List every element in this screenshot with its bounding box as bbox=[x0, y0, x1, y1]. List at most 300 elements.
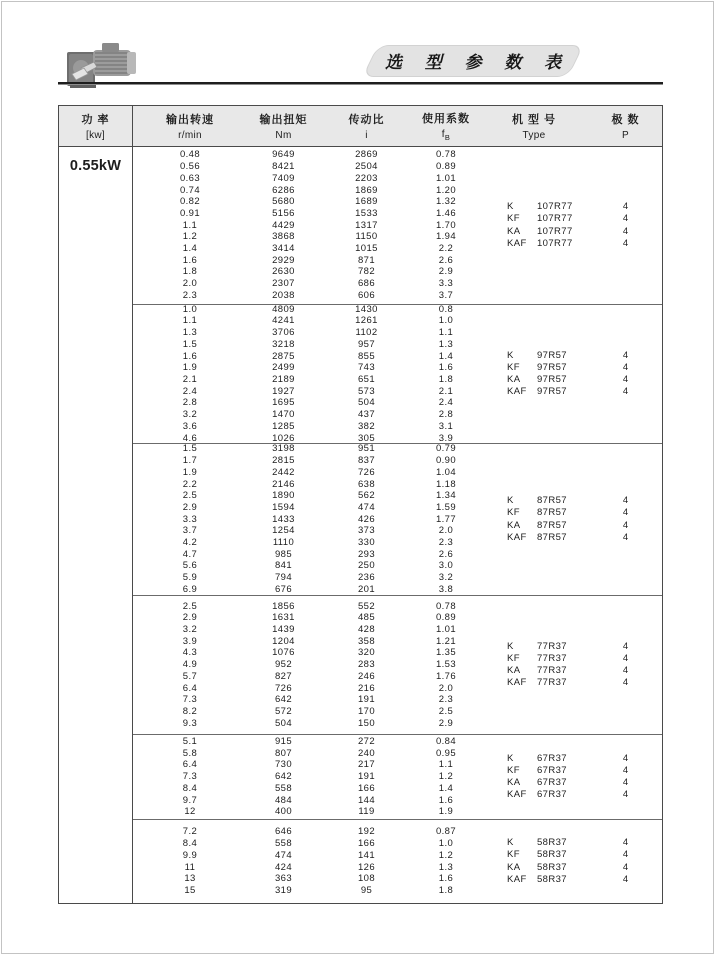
factor-value: 2.9 bbox=[438, 266, 454, 278]
torque-value: 400 bbox=[274, 806, 293, 818]
torque-value: 4809 bbox=[272, 303, 295, 315]
factor-value: 3.0 bbox=[438, 560, 454, 572]
model-designation bbox=[479, 874, 589, 886]
torque-value: 4429 bbox=[272, 219, 295, 231]
header-output-torque bbox=[247, 106, 320, 146]
ratio-value: 166 bbox=[357, 838, 376, 850]
torque-value: 1856 bbox=[272, 600, 295, 612]
speed-value: 0.63 bbox=[179, 172, 201, 184]
model-prefix: KA bbox=[507, 374, 521, 385]
torque-value: 572 bbox=[274, 705, 293, 717]
poles-value: 4 bbox=[622, 752, 629, 764]
factor-column bbox=[413, 305, 479, 443]
model-size-code: 77R37 bbox=[537, 677, 567, 689]
poles-value: 4 bbox=[622, 507, 629, 519]
ratio-column bbox=[320, 596, 413, 734]
header-speed-unit: r/min bbox=[178, 130, 202, 141]
torque-value: 841 bbox=[274, 560, 293, 572]
header-rule bbox=[58, 82, 663, 85]
ratio-column bbox=[320, 444, 413, 595]
speed-value: 4.6 bbox=[182, 432, 198, 444]
header-poles-cn: 极 数 bbox=[611, 114, 640, 126]
table-section-5 bbox=[133, 735, 662, 820]
speed-value: 1.0 bbox=[182, 303, 198, 315]
model-designation bbox=[479, 350, 589, 362]
model-prefix: KA bbox=[507, 665, 521, 676]
model-size-code: 67R37 bbox=[537, 777, 567, 788]
speed-value: 1.9 bbox=[182, 362, 198, 374]
factor-value: 1.21 bbox=[435, 635, 457, 647]
poles-value: 4 bbox=[622, 531, 629, 543]
speed-value: 2.4 bbox=[182, 385, 198, 397]
speed-value: 1.6 bbox=[182, 254, 198, 266]
factor-value: 1.53 bbox=[435, 659, 457, 671]
factor-value: 3.2 bbox=[438, 572, 454, 584]
model-prefix: KF bbox=[507, 507, 520, 519]
model-prefix: K bbox=[507, 495, 514, 507]
factor-value: 2.4 bbox=[438, 397, 454, 409]
torque-value: 1254 bbox=[272, 525, 295, 537]
factor-value: 1.0 bbox=[438, 838, 454, 850]
factor-value: 0.78 bbox=[435, 149, 457, 161]
table-section-1 bbox=[133, 147, 662, 305]
model-size-code: 107R77 bbox=[537, 225, 573, 237]
ratio-value: 951 bbox=[357, 443, 376, 455]
poles-value: 4 bbox=[622, 225, 629, 237]
speed-column bbox=[133, 444, 247, 595]
speed-value: 1.5 bbox=[182, 443, 198, 455]
model-prefix: K bbox=[507, 201, 514, 213]
speed-value: 2.1 bbox=[182, 374, 198, 385]
ratio-value: 871 bbox=[357, 254, 376, 266]
torque-value: 3706 bbox=[272, 327, 295, 339]
torque-value: 504 bbox=[274, 717, 293, 729]
factor-value: 2.0 bbox=[438, 525, 454, 537]
factor-value: 1.8 bbox=[438, 374, 454, 385]
speed-value: 6.9 bbox=[182, 583, 198, 595]
poles-value: 4 bbox=[622, 789, 629, 801]
torque-value: 5680 bbox=[272, 196, 295, 208]
ratio-value: 330 bbox=[357, 537, 376, 549]
ratio-value: 108 bbox=[357, 873, 376, 885]
speed-value: 1.4 bbox=[182, 243, 198, 255]
header-ratio bbox=[320, 106, 413, 146]
torque-value: 6286 bbox=[272, 184, 295, 196]
header-power-unit: [kw] bbox=[86, 130, 105, 141]
header-output-speed bbox=[133, 106, 247, 146]
model-size-code: 67R37 bbox=[537, 764, 567, 776]
ratio-value: 837 bbox=[357, 455, 376, 467]
header-ratio-unit: i bbox=[365, 130, 368, 141]
power-rating: 0.55kW bbox=[69, 158, 122, 174]
ratio-value: 217 bbox=[357, 759, 376, 771]
factor-column bbox=[413, 820, 479, 903]
torque-value: 2307 bbox=[272, 278, 295, 290]
torque-value: 1026 bbox=[272, 432, 295, 444]
ratio-value: 192 bbox=[357, 826, 376, 838]
ratio-value: 236 bbox=[357, 572, 376, 584]
model-designation bbox=[479, 520, 589, 532]
speed-value: 2.3 bbox=[182, 289, 198, 301]
ratio-value: 782 bbox=[357, 266, 376, 278]
model-designation bbox=[479, 665, 589, 677]
ratio-value: 166 bbox=[357, 782, 376, 794]
torque-value: 474 bbox=[274, 849, 293, 861]
poles-value: 4 bbox=[622, 652, 629, 664]
poles-column bbox=[589, 147, 662, 304]
factor-column bbox=[413, 147, 479, 304]
model-size-code: 58R37 bbox=[537, 861, 567, 873]
model-designation bbox=[479, 507, 589, 519]
poles-column bbox=[589, 735, 662, 819]
ratio-value: 382 bbox=[357, 420, 376, 432]
ratio-value: 126 bbox=[357, 861, 376, 873]
speed-value: 7.2 bbox=[182, 826, 198, 838]
speed-column bbox=[133, 147, 247, 304]
poles-value: 4 bbox=[622, 849, 629, 861]
poles-value: 4 bbox=[622, 495, 629, 507]
model-size-code: 87R57 bbox=[537, 519, 567, 531]
speed-value: 2.2 bbox=[182, 478, 198, 490]
torque-value: 2499 bbox=[272, 362, 295, 374]
speed-value: 0.56 bbox=[179, 161, 201, 173]
model-prefix: KA bbox=[507, 861, 521, 873]
model-prefix: KAF bbox=[507, 386, 527, 398]
speed-value: 7.3 bbox=[182, 694, 198, 706]
factor-column bbox=[413, 735, 479, 819]
header-power-cn: 功 率 bbox=[81, 114, 110, 126]
factor-value: 2.0 bbox=[438, 682, 454, 694]
header-poles-unit: P bbox=[622, 130, 629, 141]
torque-value: 794 bbox=[274, 572, 293, 584]
poles-value: 4 bbox=[622, 386, 629, 398]
ratio-value: 474 bbox=[357, 501, 376, 513]
torque-value: 730 bbox=[274, 759, 293, 771]
factor-value: 1.32 bbox=[435, 196, 457, 208]
speed-value: 2.5 bbox=[182, 600, 198, 612]
factor-value: 1.77 bbox=[435, 513, 457, 525]
factor-value: 1.34 bbox=[435, 490, 457, 502]
speed-value: 1.3 bbox=[182, 327, 198, 339]
ratio-value: 216 bbox=[357, 682, 376, 694]
poles-column bbox=[589, 444, 662, 595]
torque-value: 1631 bbox=[272, 612, 295, 624]
header-torque-cn: 输出扭矩 bbox=[259, 114, 308, 126]
model-column bbox=[479, 444, 589, 595]
factor-value: 3.7 bbox=[438, 289, 454, 301]
factor-value: 0.89 bbox=[435, 161, 457, 173]
poles-value: 4 bbox=[622, 640, 629, 652]
speed-value: 6.4 bbox=[182, 759, 198, 771]
factor-value: 0.84 bbox=[435, 736, 457, 748]
factor-value: 1.4 bbox=[438, 350, 454, 362]
factor-value: 1.6 bbox=[438, 873, 454, 885]
ratio-value: 150 bbox=[357, 717, 376, 729]
catalog-page bbox=[1, 1, 714, 954]
speed-value: 1.1 bbox=[182, 219, 198, 231]
model-column bbox=[479, 305, 589, 443]
speed-value: 2.9 bbox=[182, 501, 198, 513]
factor-column bbox=[413, 444, 479, 595]
factor-value: 2.3 bbox=[438, 694, 454, 706]
ratio-value: 250 bbox=[357, 560, 376, 572]
ratio-value: 283 bbox=[357, 659, 376, 671]
poles-value: 4 bbox=[622, 764, 629, 776]
header-factor-unit: $f_B$ bbox=[441, 129, 451, 142]
torque-value: 1594 bbox=[272, 501, 295, 513]
factor-value: 1.8 bbox=[438, 884, 454, 896]
speed-value: 3.9 bbox=[182, 635, 198, 647]
ratio-column bbox=[320, 735, 413, 819]
poles-column bbox=[589, 596, 662, 734]
speed-value: 1.7 bbox=[182, 455, 198, 467]
ratio-value: 426 bbox=[357, 513, 376, 525]
factor-value: 2.5 bbox=[438, 705, 454, 717]
speed-value: 2.0 bbox=[182, 278, 198, 290]
model-column bbox=[479, 820, 589, 903]
model-prefix: KA bbox=[507, 225, 521, 237]
torque-value: 2189 bbox=[272, 374, 295, 385]
header-type-unit: Type bbox=[522, 130, 546, 141]
speed-value: 5.1 bbox=[182, 736, 198, 748]
factor-value: 1.1 bbox=[438, 759, 454, 771]
ratio-value: 272 bbox=[357, 736, 376, 748]
model-designation bbox=[479, 201, 589, 213]
speed-value: 3.6 bbox=[182, 420, 198, 432]
torque-value: 424 bbox=[274, 861, 293, 873]
factor-value: 0.90 bbox=[435, 455, 457, 467]
speed-value: 9.7 bbox=[182, 794, 198, 806]
model-size-code: 58R37 bbox=[537, 849, 567, 861]
ratio-value: 743 bbox=[357, 362, 376, 374]
model-prefix: KF bbox=[507, 213, 520, 225]
speed-column bbox=[133, 305, 247, 443]
torque-value: 8421 bbox=[272, 161, 295, 173]
torque-column bbox=[247, 147, 320, 304]
model-designation bbox=[479, 374, 589, 386]
speed-value: 1.1 bbox=[182, 315, 198, 327]
ratio-value: 573 bbox=[357, 385, 376, 397]
factor-value: 2.2 bbox=[438, 243, 454, 255]
model-size-code: 87R57 bbox=[537, 531, 567, 543]
speed-value: 1.2 bbox=[182, 231, 198, 243]
model-prefix: KAF bbox=[507, 677, 527, 689]
speed-value: 6.4 bbox=[182, 682, 198, 694]
model-designation bbox=[479, 789, 589, 801]
speed-value: 15 bbox=[184, 884, 196, 896]
torque-value: 1927 bbox=[272, 385, 295, 397]
model-designation bbox=[479, 862, 589, 874]
model-size-code: 58R37 bbox=[537, 873, 567, 885]
ratio-value: 191 bbox=[357, 694, 376, 706]
factor-value: 1.9 bbox=[438, 806, 454, 818]
torque-value: 3218 bbox=[272, 338, 295, 350]
model-designation bbox=[479, 213, 589, 225]
model-size-code: 77R37 bbox=[537, 640, 567, 652]
speed-value: 8.2 bbox=[182, 705, 198, 717]
selection-parameter-table bbox=[58, 105, 663, 904]
ratio-value: 95 bbox=[360, 884, 373, 896]
ratio-value: 240 bbox=[357, 747, 376, 759]
power-column bbox=[59, 147, 133, 903]
factor-value: 1.0 bbox=[438, 315, 454, 327]
ratio-value: 726 bbox=[357, 466, 376, 478]
speed-value: 9.9 bbox=[182, 849, 198, 861]
ratio-value: 320 bbox=[357, 647, 376, 659]
page-title: 选 型 参 数 表 bbox=[385, 53, 570, 72]
torque-value: 1204 bbox=[272, 635, 295, 647]
torque-value: 952 bbox=[274, 659, 293, 671]
table-header-row bbox=[59, 106, 662, 147]
factor-value: 1.94 bbox=[435, 231, 457, 243]
model-designation bbox=[479, 386, 589, 398]
torque-column bbox=[247, 820, 320, 903]
factor-value: 1.4 bbox=[438, 782, 454, 794]
model-designation bbox=[479, 495, 589, 507]
model-size-code: 77R37 bbox=[537, 665, 567, 676]
model-size-code: 67R37 bbox=[537, 789, 567, 801]
ratio-value: 1533 bbox=[355, 207, 378, 219]
factor-value: 1.01 bbox=[435, 172, 457, 184]
factor-value: 0.95 bbox=[435, 747, 457, 759]
torque-value: 2038 bbox=[272, 289, 295, 301]
speed-value: 4.7 bbox=[182, 548, 198, 560]
model-designation bbox=[479, 753, 589, 765]
speed-value: 1.5 bbox=[182, 338, 198, 350]
ratio-value: 437 bbox=[357, 409, 376, 421]
torque-value: 1890 bbox=[272, 490, 295, 502]
factor-value: 2.6 bbox=[438, 548, 454, 560]
speed-value: 1.8 bbox=[182, 266, 198, 278]
model-designation bbox=[479, 532, 589, 544]
poles-value: 4 bbox=[622, 677, 629, 689]
ratio-value: 1150 bbox=[355, 231, 378, 243]
ratio-value: 2504 bbox=[355, 161, 378, 173]
model-prefix: KF bbox=[507, 849, 520, 861]
speed-value: 2.8 bbox=[182, 397, 198, 409]
poles-column bbox=[589, 820, 662, 903]
factor-value: 1.59 bbox=[435, 501, 457, 513]
poles-value: 4 bbox=[622, 837, 629, 849]
model-prefix: KAF bbox=[507, 237, 527, 249]
model-size-code: 58R37 bbox=[537, 837, 567, 849]
poles-value: 4 bbox=[622, 873, 629, 885]
torque-value: 558 bbox=[274, 838, 293, 850]
torque-column bbox=[247, 735, 320, 819]
torque-value: 1076 bbox=[272, 647, 295, 659]
header-torque-unit: Nm bbox=[275, 130, 292, 141]
speed-value: 1.9 bbox=[182, 466, 198, 478]
model-designation bbox=[479, 362, 589, 374]
header-model-type bbox=[479, 106, 589, 146]
model-size-code: 97R57 bbox=[537, 374, 567, 385]
ratio-value: 170 bbox=[357, 705, 376, 717]
ratio-value: 293 bbox=[357, 548, 376, 560]
poles-column bbox=[589, 305, 662, 443]
speed-value: 3.7 bbox=[182, 525, 198, 537]
speed-value: 2.5 bbox=[182, 490, 198, 502]
header-ratio-cn: 传动比 bbox=[348, 114, 385, 126]
ratio-value: 428 bbox=[357, 624, 376, 636]
speed-value: 4.2 bbox=[182, 537, 198, 549]
ratio-value: 606 bbox=[357, 289, 376, 301]
factor-value: 2.9 bbox=[438, 717, 454, 729]
model-size-code: 67R37 bbox=[537, 752, 567, 764]
poles-value: 4 bbox=[622, 861, 629, 873]
ratio-value: 562 bbox=[357, 490, 376, 502]
factor-value: 1.20 bbox=[435, 184, 457, 196]
torque-value: 4241 bbox=[272, 315, 295, 327]
speed-value: 0.82 bbox=[179, 196, 201, 208]
torque-value: 1433 bbox=[272, 513, 295, 525]
ratio-value: 2869 bbox=[355, 149, 378, 161]
speed-value: 4.3 bbox=[182, 647, 198, 659]
factor-value: 2.1 bbox=[438, 385, 454, 397]
model-column bbox=[479, 735, 589, 819]
model-size-code: 97R57 bbox=[537, 386, 567, 398]
torque-value: 558 bbox=[274, 782, 293, 794]
factor-value: 2.3 bbox=[438, 537, 454, 549]
torque-value: 827 bbox=[274, 670, 293, 682]
torque-value: 726 bbox=[274, 682, 293, 694]
model-prefix: KA bbox=[507, 777, 521, 788]
ratio-column bbox=[320, 147, 413, 304]
gearmotor-photo bbox=[64, 40, 140, 99]
table-section-2 bbox=[133, 305, 662, 444]
ratio-value: 144 bbox=[357, 794, 376, 806]
speed-value: 5.7 bbox=[182, 670, 198, 682]
model-prefix: KA bbox=[507, 519, 521, 531]
factor-value: 1.70 bbox=[435, 219, 457, 231]
model-designation bbox=[479, 677, 589, 689]
poles-value: 4 bbox=[622, 665, 629, 676]
header-poles bbox=[589, 106, 662, 146]
torque-value: 2146 bbox=[272, 478, 295, 490]
model-prefix: K bbox=[507, 752, 514, 764]
speed-value: 3.2 bbox=[182, 409, 198, 421]
gearmotor-icon bbox=[64, 40, 140, 94]
torque-value: 646 bbox=[274, 826, 293, 838]
table-section-4 bbox=[133, 596, 662, 735]
poles-value: 4 bbox=[622, 349, 629, 361]
factor-value: 1.2 bbox=[438, 849, 454, 861]
ratio-value: 119 bbox=[358, 806, 375, 818]
ratio-value: 1869 bbox=[355, 184, 378, 196]
torque-value: 5156 bbox=[272, 207, 295, 219]
speed-value: 4.9 bbox=[182, 659, 198, 671]
torque-value: 1695 bbox=[272, 397, 295, 409]
ratio-value: 855 bbox=[357, 350, 376, 362]
ratio-column bbox=[320, 305, 413, 443]
poles-value: 4 bbox=[622, 519, 629, 531]
model-prefix: KF bbox=[507, 652, 520, 664]
factor-value: 0.89 bbox=[435, 612, 457, 624]
header-factor-cn: 使用系数 bbox=[422, 113, 470, 125]
speed-value: 5.8 bbox=[182, 747, 198, 759]
factor-value: 1.18 bbox=[435, 478, 457, 490]
ratio-value: 638 bbox=[357, 478, 376, 490]
factor-value: 1.3 bbox=[438, 861, 454, 873]
header-service-factor bbox=[413, 106, 479, 146]
torque-value: 2929 bbox=[272, 254, 295, 266]
factor-value: 1.6 bbox=[438, 794, 454, 806]
table-section-3 bbox=[133, 444, 662, 596]
torque-value: 676 bbox=[274, 583, 293, 595]
speed-value: 1.6 bbox=[182, 350, 198, 362]
header-speed-cn: 输出转速 bbox=[166, 114, 214, 126]
ratio-value: 141 bbox=[357, 849, 376, 861]
ratio-value: 305 bbox=[357, 432, 376, 444]
